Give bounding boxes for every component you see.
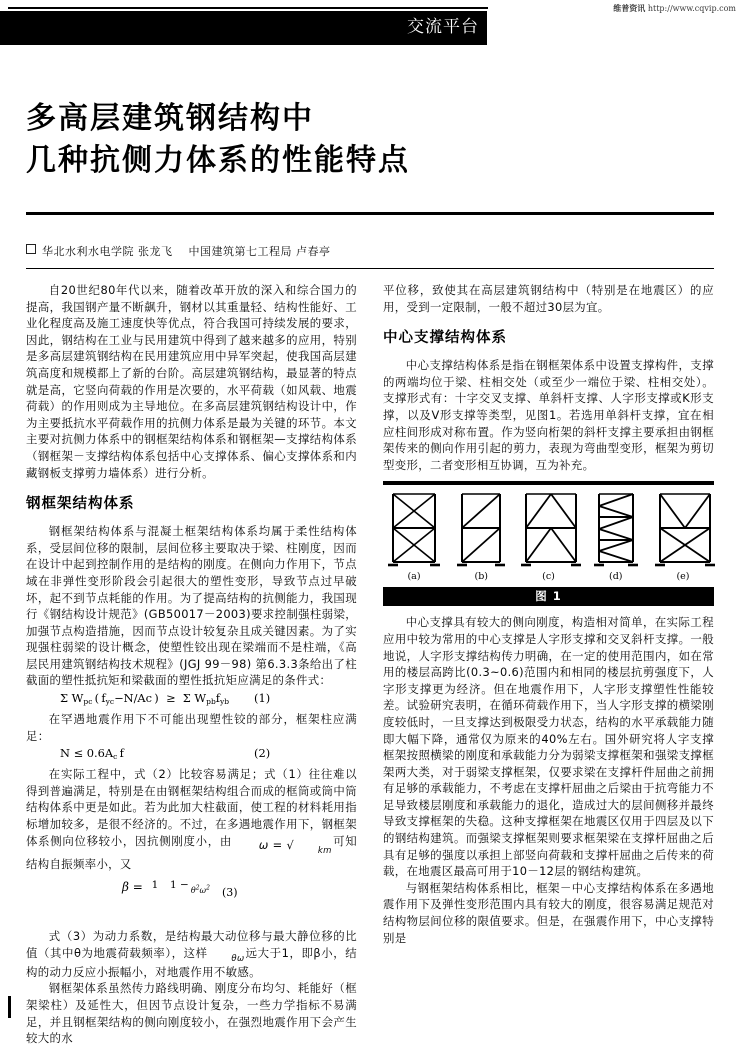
top-rule — [8, 7, 488, 9]
figure-caption-c: (c) — [542, 571, 555, 583]
figure-caption-b: (b) — [474, 571, 488, 583]
title-line-2: 几种抗侧力体系的性能特点 — [26, 143, 410, 178]
paragraph-text-c: 远大于1，即β小，结构的动力反应小振幅小，对地震作用不敏感。 — [26, 945, 357, 979]
title-divider — [26, 212, 714, 215]
title-line-1: 多高层建筑钢结构中 — [26, 101, 314, 136]
formula-3-numerator: 1 — [151, 879, 159, 892]
figure-panel-e — [652, 490, 714, 583]
page-edge-mark — [8, 996, 11, 1018]
figure-caption-d: (d) — [609, 571, 623, 583]
byline-author-1: 张龙飞 — [138, 245, 173, 258]
figure-caption-a: (a) — [407, 571, 421, 583]
figure-panel-b — [450, 490, 512, 583]
paragraph: 平位移，致使其在高层建筑钢结构中（特别是在地震区）的应用，受到一定限制，一般不超过30层为宜。 — [383, 283, 714, 314]
formula-3-expression: β = 1 $1 - \theta^2\omega^2$ — [122, 878, 213, 896]
k-brace-diagram-icon — [590, 490, 642, 568]
figure-panel-d — [585, 490, 647, 583]
paragraph — [26, 928, 357, 980]
figure-top-rule — [383, 481, 714, 485]
formula-2 — [26, 745, 357, 765]
formula-2-number: (2) — [254, 746, 271, 761]
figure-frames — [383, 491, 714, 583]
v-brace-diagram-icon — [652, 490, 718, 568]
watermark-url: http://www.cqvip.com — [647, 4, 736, 13]
right-column — [383, 282, 714, 946]
cross-brace-diagram-icon — [385, 490, 443, 568]
formula-3-number: (3) — [222, 886, 238, 900]
formula-3 — [26, 876, 357, 922]
page-title — [26, 98, 626, 182]
byline — [26, 244, 331, 260]
figure-caption-e: (e) — [676, 571, 690, 583]
section-banner — [0, 11, 487, 45]
formula-1-number: (1) — [254, 691, 271, 706]
theta-omega-fraction: θω — [231, 953, 245, 964]
banner-label: 交流平台 — [407, 17, 479, 37]
byline-author-2: 卢春亭 — [296, 245, 331, 258]
formula-3-denominator: $1 - \theta^2\omega^2$ — [169, 879, 210, 896]
inline-fraction: km — [317, 845, 332, 856]
paragraph-text: 在实际工程中，式（2）比较容易满足；式（1）往往难以得到普遍满足，特别是在由钢框架结构组合而成的框筒或筒中筒结构体系中更是如此。若为此加大柱截面，使工程的材料耗用指标增加较多，是很不经济的。不过，在多遇地震作用下，钢框架体系侧向位移较小，因抗侧刚度小，由 — [26, 767, 357, 848]
paragraph: 自20世纪80年代以来，随着改革开放的深入和综合国力的提高，我国钢产量不断飙升，钢材以其重量轻、结构性能好、工业化程度高及施工速度快等优点，符合我国可持续发展的要求，因此，钢结构在工业与民用建筑中得到了越来越多的应用，特别是多高层建筑钢结构在民用建筑应用中异军突起，使我国高层建筑高度和规模都上了新的台阶。高层建筑钢结构，最显著的特点就是高，它竖向荷载的作用是次要的，水平荷载（如风载、地震荷载）的作用则成为主导地位。在多高层建筑钢结构设计中，作为主要抵抗水平荷载作用的抗侧力体系是最为关键的环节。本文主要对抗侧力体系中的钢框架结构体系和钢框架—支撑结构体系（钢框架－支撑结构体系包括中心支撑体系、偏心支撑体系和内藏钢板支撑剪力墙体系）进行分析。 — [26, 283, 357, 480]
formula-2-expression: $N \le 0.6A_c$ f — [60, 746, 124, 762]
figure-panel-c — [518, 490, 580, 583]
watermark-label: 维普资讯 — [613, 4, 646, 13]
formula-1 — [26, 690, 357, 710]
paragraph: 在罕遇地震作用下不可能出现塑性铰的部分，框架柱应满足： — [26, 712, 357, 743]
paragraph-tail: 可知结构自振频率小，又 — [26, 833, 358, 871]
paragraph: 钢框架结构体系与混凝土框架结构体系均属于柔性结构体系，受层间位移的限制，层间位移主要取决于梁、柱刚度，因而在设计中起到控制作用的是结构的刚度。在侧向力作用下，节点域在非弹性变形阶段会引起很大的塑性变形，导致节点过早破坏，起不到节点耗能的作用。为了提高结构的抗侧能力，我国现行《钢结构设计规范》(GB50017－2003)要求控制强柱弱梁，加强节点构造措施，因而节点设计较复杂且成关键因素。为了实现强柱弱梁的设计概念，使塑性铰出现在梁端而不是柱端，《高层民用建筑钢结构技术规程》(JGJ 99－98) 第6.3.3条给出了柱截面的塑性抵抗矩和梁截面的塑性抵抗矩应满足的条件式： — [26, 524, 357, 688]
formula-3-fraction — [147, 878, 213, 896]
paragraph-text-b: 为地震荷载频率），这样 — [81, 945, 208, 960]
inline-omega-formula: ω = √ km — [254, 837, 332, 856]
paragraph — [26, 766, 357, 872]
theta-symbol: θ — [73, 945, 82, 960]
beta-symbol: β — [122, 880, 129, 895]
inverted-v-brace-diagram-icon — [518, 490, 584, 568]
single-diagonal-brace-diagram-icon — [452, 490, 510, 568]
left-column — [26, 282, 357, 1047]
byline-affiliation-2: 中国建筑第七工程局 — [188, 245, 292, 258]
paragraph: 中心支撑具有较大的侧向刚度，构造相对简单，在实际工程应用中较为常用的中心支撑是人字形支撑和交叉斜杆支撑。一般地说，人字形支撑结构传力明确，在一定的使用范围内，如在常用的楼层高跨比(0.3~0.6)范围内和相同的楼层抗剪强度下，人字形支撑更为经济。但在地震作用下，人字形支撑塑性性能较差。试验研究表明，在循环荷载作用下，当人字形支撑的横梁刚度较低时，一旦支撑达到极限受力状态，结构的水平承载能力随即大幅下降，通常仅为原来的40%左右。国外研究将人字支撑框架按照横梁的刚度和承载能力分为弱梁支撑框架和强梁支撑框架两大类，对于弱梁支撑框架，仅要求梁在支撑杆件屈曲之前拥有足够的承载能力，不考虑在支撑杆屈曲之后梁由于抗弯能力不足导致楼层刚度和承载能力的退化，造成过大的层间侧移并最终导致支撑框架的失稳。这种支撑框架在地震区仅用于四层及以下的钢结构建筑。而强梁支撑框架则要求框架梁在支撑杆屈曲之后具有足够的强度以承担上部竖向荷载和支撑杆屈曲之后传来的荷载，在地震区最高可用于10－12层的钢结构建筑。 — [383, 615, 714, 879]
paragraph-text-a: 式（3）为动力系数，是结构最大动位移与最大静位移的比值（其中 — [26, 929, 357, 960]
paragraph: 钢框架体系虽然传力路线明确、刚度分布均匀、耗能好（框架梁柱）及延性大，但因节点设计复杂，一些力学指标不易满足，并且钢框架结构的侧向刚度较小，在强烈地震作用下会产生较大的水 — [26, 981, 357, 1046]
paragraph: 中心支撑结构体系是指在钢框架体系中设置支撑构件，支撑的两端均位于梁、柱相交处（或至少一端位于梁、柱相交处）。支撑形式有：十字交叉支撑、单斜杆支撑、人字形支撑或K形支撑，以及V形支撑等类型，见图1。若选用单斜杆支撑，宜在相应柱间形成对称布置。作为竖向桁架的斜杆支撑主要承担由钢框架传来的侧向作用引起的剪力，表现为弯曲型变形，框架为剪切型变形，二者变形相互协调，互为补充。 — [383, 358, 714, 472]
figure-1 — [383, 481, 714, 606]
figure-panel-a — [383, 490, 445, 583]
paragraph: 与钢框架结构体系相比，框架－中心支撑结构体系在多遇地震作用下及弹性变形范围内具有较大的刚度，很容易满足规范对结构物层间位移的限值要求。但是，在强震作用下，中心支撑特别是 — [383, 880, 714, 945]
watermark — [613, 4, 736, 14]
section-heading-steel-frame: 钢框架结构体系 — [26, 496, 135, 513]
formula-1-expression: Σ $W_{pc}$ ( $f_{yc}-N/Ac$ ) ≥ Σ $W_{pb}f_{yb}$ — [60, 691, 230, 707]
figure-title: 图 1 — [383, 587, 714, 606]
byline-divider — [26, 268, 714, 269]
section-heading-central-brace: 中心支撑结构体系 — [383, 330, 507, 347]
byline-affiliation-1: 华北水利水电学院 — [42, 245, 134, 258]
bullet-square-icon — [26, 244, 36, 254]
